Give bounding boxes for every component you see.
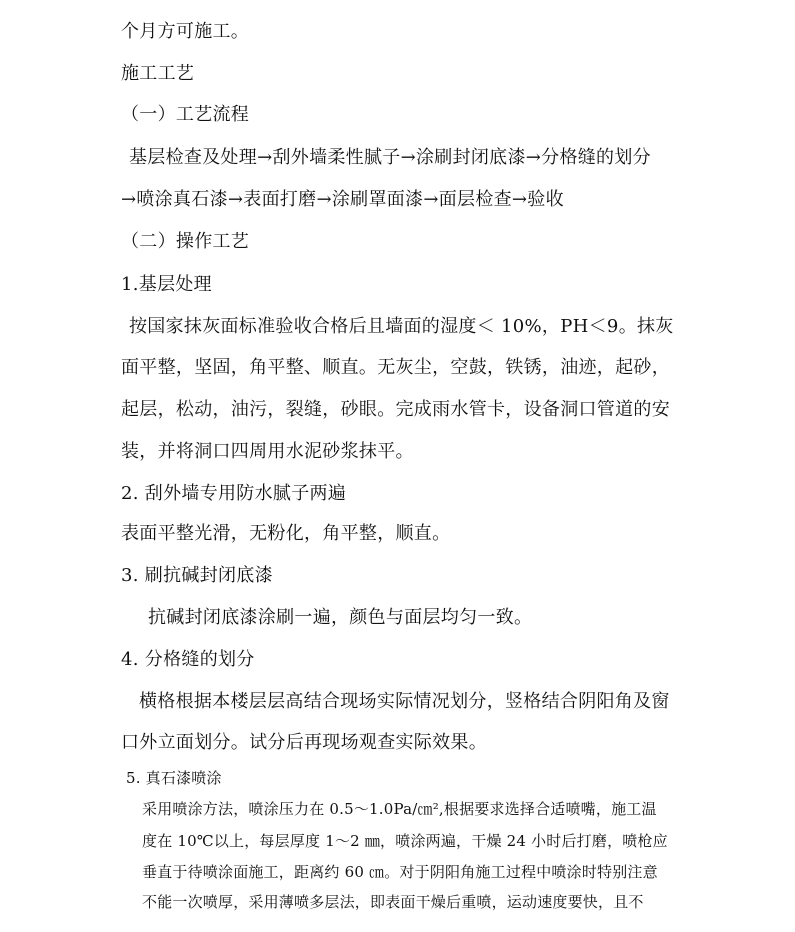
text-line: 横格根据本楼层层高结合现场实际情况划分，竖格结合阴阳角及窗 <box>139 691 670 712</box>
text-line: 装，并将洞口四周用水泥砂浆抹平。 <box>121 441 414 462</box>
text-line: 表面平整光滑，无粉化，角平整，顺直。 <box>121 523 451 544</box>
item-heading: 4. 分格缝的划分 <box>121 649 255 670</box>
text-line: 按国家抹灰面标准验收合格后且墙面的湿度＜ 10%，PH＜9。抹灰 <box>129 316 674 337</box>
text-line: 面平整，坚固，角平整、顺直。无灰尘，空鼓，铁锈，油迹，起砂， <box>121 357 670 378</box>
item-heading: 2. 刮外墙专用防水腻子两遍 <box>121 483 347 504</box>
text-line: 采用喷涂方法，喷涂压力在 0.5～1.0Pa/㎝²,根据要求选择合适喷嘴，施工温 <box>142 800 657 818</box>
text-line: →喷涂真石漆→表面打磨→涂刷罩面漆→面层检查→验收 <box>121 189 564 210</box>
text-line: 个月方可施工。 <box>121 21 250 42</box>
text-line: 基层检查及处理→刮外墙柔性腻子→涂刷封闭底漆→分格缝的划分 <box>129 147 651 168</box>
text-line: 口外立面划分。试分后再现场观查实际效果。 <box>121 732 487 753</box>
text-line: 垂直于待喷涂面施工，距离约 60 ㎝。对于阴阳角施工过程中喷涂时特别注意 <box>142 863 658 881</box>
section-heading: 施工工艺 <box>121 63 195 84</box>
text-line: 不能一次喷厚，采用薄喷多层法，即表面干燥后重喷，运动速度要快，且不 <box>142 893 644 911</box>
text-line: 度在 10℃以上，每层厚度 1～2 ㎜，喷涂两遍，干燥 24 小时后打磨，喷枪应 <box>142 832 668 850</box>
item-heading: 1.基层处理 <box>121 274 212 295</box>
item-heading: 3. 刷抗碱封闭底漆 <box>121 565 273 586</box>
subsection-heading: （二）操作工艺 <box>121 231 250 252</box>
text-line: 抗碱封闭底漆涂刷一遍，颜色与面层均匀一致。 <box>148 607 533 628</box>
text-line: 起层，松动，油污，裂缝，砂眼。完成雨水管卡，设备洞口管道的安 <box>121 399 670 420</box>
subsection-heading: （一）工艺流程 <box>121 104 250 125</box>
item-heading: 5. 真石漆喷涂 <box>126 769 222 787</box>
